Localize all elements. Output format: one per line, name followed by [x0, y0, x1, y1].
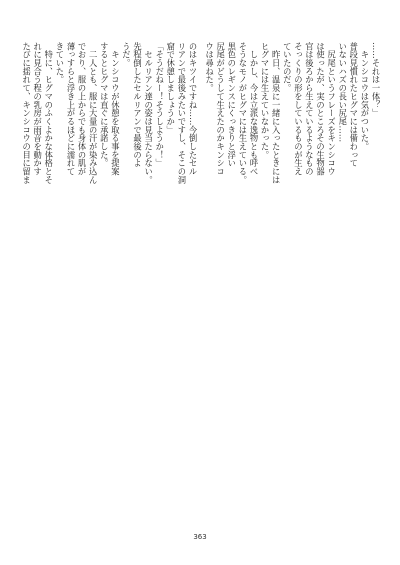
text-line: は使ったが、実のところその生物器: [315, 42, 326, 176]
text-line: キンシコウは気がついた。: [359, 42, 370, 151]
text-line: ヒグマには生えていなかった。: [260, 42, 271, 159]
text-line: 窟で休憩しましょうか」: [165, 42, 176, 134]
text-line: うだ。: [121, 42, 132, 68]
page-number: 363: [193, 533, 207, 541]
text-line: そうなモノがヒグマには生えている。: [237, 42, 248, 184]
text-line: 先程倒したセルリアンで最後のよ: [132, 42, 143, 168]
text-line: ていたのだ。: [282, 42, 293, 93]
text-line: そっくりの形をしているものが生え: [293, 42, 304, 176]
text-line: 薄っすらと浮き上がるほどに濡れて: [65, 42, 76, 176]
text-line: しかし、今は立派な逸物とも呼べ: [248, 42, 259, 176]
text-line: 黒色のレギンスにくっきりと浮い: [226, 42, 237, 168]
text-line: ……それは一体？」: [371, 42, 381, 118]
text-line: でおり、服の上からでも身体の肌が: [77, 42, 88, 176]
text-line: れに見合う程の乳房が雨音を動かす: [32, 42, 43, 176]
text-line: 尻尾というフレーズをキンシコウ: [326, 42, 337, 176]
right-text-column: [205, 42, 381, 514]
text-line: いないハズの長い尻尾……: [337, 42, 348, 143]
text-line: 二人とも、服に大量の汗が染み込ん: [88, 42, 99, 184]
left-text-column: [22, 42, 198, 514]
text-line: のはキツイですね……今倒したセル: [188, 42, 198, 176]
text-line: リアンで最後みたいですし、そこの洞: [176, 42, 187, 184]
text-line: 官は後ろから生えているようなもの: [304, 42, 315, 176]
text-line: 「そうだねー！そうしようか！」: [154, 42, 165, 168]
text-line: 特に、ヒグマのふくよかな体格とそ: [43, 42, 54, 184]
text-line: するとヒグマは直ぐに承諾した。: [99, 42, 110, 168]
text-line: たびに揺れて、キンシコウの目に留ま: [22, 42, 32, 184]
text-line: セルリアン達の姿は見当たらない。: [143, 42, 154, 184]
text-line: 尻尾がどうして生えたのかキンシコ: [215, 42, 226, 176]
text-line: 普段見慣れたヒグマには備わって: [348, 42, 359, 168]
text-line: キンシコウが休憩を取る事を提案: [110, 42, 121, 176]
text-line: きていた。: [54, 42, 65, 84]
text-line: 昨日、温泉に一緒に入ったときには: [271, 42, 282, 184]
text-line: ウは尋ねた。: [205, 42, 215, 93]
